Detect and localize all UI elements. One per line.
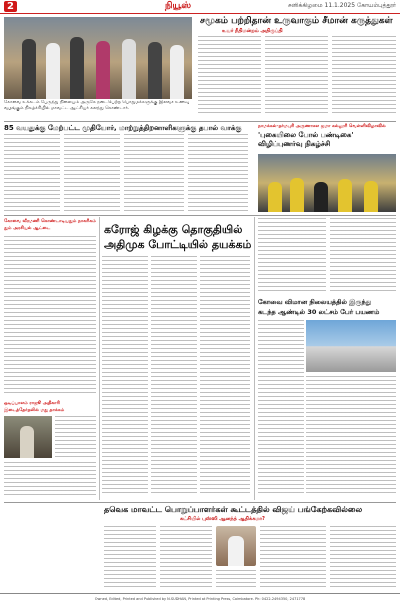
left-kicker-1: கோவை வீரமணி கொண்டாடியதும் நாகரிகம் தும் அரசியல் ஆட்டை xyxy=(4,219,96,231)
top-right-body-col3 xyxy=(332,36,396,116)
center-body-col1 xyxy=(102,256,148,496)
center-body-col3 xyxy=(200,256,250,496)
right-top-body-col1 xyxy=(258,218,326,294)
bottom-body-col5 xyxy=(330,526,396,590)
left-kicker-2: ஒடிப்பாலம் ராஜூ அதிகாரி இடைத்தேர்தலில் மது தாக்கம் xyxy=(4,401,65,413)
mid-left-headline: 85 வயதுக்கு மேற்பட்ட முதியோர், மாற்றுத்திறனாளிகளுக்கு தபால் வாக்கு xyxy=(4,124,242,132)
left-story-2-body-cont xyxy=(4,462,96,498)
mid-right-headline: 'புகையிலை போல் பண்டிகை' விழிப்புணர்வு நிகழ்ச்சி xyxy=(258,131,354,148)
airport-headline-line1: கோவை விமான நிலையத்தில் இருந்து xyxy=(258,298,372,306)
top-right-subheadline: உயர் நீதிமன்றம் அதிருப்தி xyxy=(222,28,283,34)
bottom-body-col3 xyxy=(216,570,256,590)
divider xyxy=(4,502,396,503)
footer-imprint: Owned, Edited, Printed and Published by N.SUDHAN, Printed at Printing Press, Coimbatore. Ph: 0422-2494350, 2471778 xyxy=(0,593,400,604)
top-right-headline: சமூகம் பற்றிதான் உருவாகும் சீமான் கருத்துகள் xyxy=(200,16,393,26)
page-header xyxy=(0,0,400,14)
center-headline-line2: அதிமுக போட்டியில் தயக்கம் xyxy=(104,238,252,251)
mid-right-photo xyxy=(258,154,396,212)
airport-photo xyxy=(306,320,396,372)
masthead: நியூஸ் xyxy=(165,1,192,11)
bottom-body-col2 xyxy=(160,526,212,590)
bottom-subheadline: கட்சியில் புஸ்ஸி ஆனந்த் ஆதிக்கமா? xyxy=(180,516,265,522)
column-rule xyxy=(99,217,100,500)
left-small-photo xyxy=(4,416,52,458)
divider xyxy=(4,215,396,216)
bottom-headline: தவெக மாவட்ட பொறுப்பாளர்கள் கூட்டத்தில் விஜய் பங்கேற்கவில்லை xyxy=(104,505,363,514)
top-right-body-col1 xyxy=(198,36,261,116)
bottom-body-col4 xyxy=(260,526,326,590)
left-story-1-body xyxy=(4,236,96,396)
right-top-body-col2 xyxy=(330,218,396,294)
top-left-caption: கோவை உக்கடம் பேருந்து நிலையம் அருகே நடைபெற்ற பொதுமக்களுக்கு இலவச உணவு வழங்கும் நிகழ்ச்சியில் மாவட்ட ஆட்சியர் கலந்து கொண்டார். xyxy=(4,100,190,111)
mid-right-kicker: நாமக்கல்–தர்மபுரி அருணாசல ஜமா கல்லூரி வெள்ளிவிழாவில் xyxy=(258,124,386,129)
left-story-2-body xyxy=(55,416,96,458)
bottom-body-col1 xyxy=(104,526,156,590)
airport-headline-line2: கடந்த ஆண்டில் 30 லட்சம் பேர் பயணம் xyxy=(258,308,380,316)
mid-left-body-col2 xyxy=(64,134,120,212)
mid-left-body-col3 xyxy=(124,134,184,212)
column-rule xyxy=(254,217,255,500)
top-left-photo xyxy=(4,17,192,99)
top-right-body-col2 xyxy=(265,36,328,116)
mid-left-body-col4 xyxy=(188,134,248,212)
divider xyxy=(4,121,396,122)
airport-body-left xyxy=(258,320,304,496)
mid-left-body-col1 xyxy=(4,134,60,212)
center-headline-line1: கரோஜ் கிழக்கு தொகுதியில் xyxy=(104,223,243,236)
center-body-col2 xyxy=(151,256,197,496)
airport-body-right xyxy=(306,376,396,496)
dateline: சனிக்கிழமை 11.1.2025 கோயம்புத்தூர் xyxy=(288,2,396,9)
page-number: 2 xyxy=(4,1,17,12)
bottom-portrait xyxy=(216,526,256,566)
